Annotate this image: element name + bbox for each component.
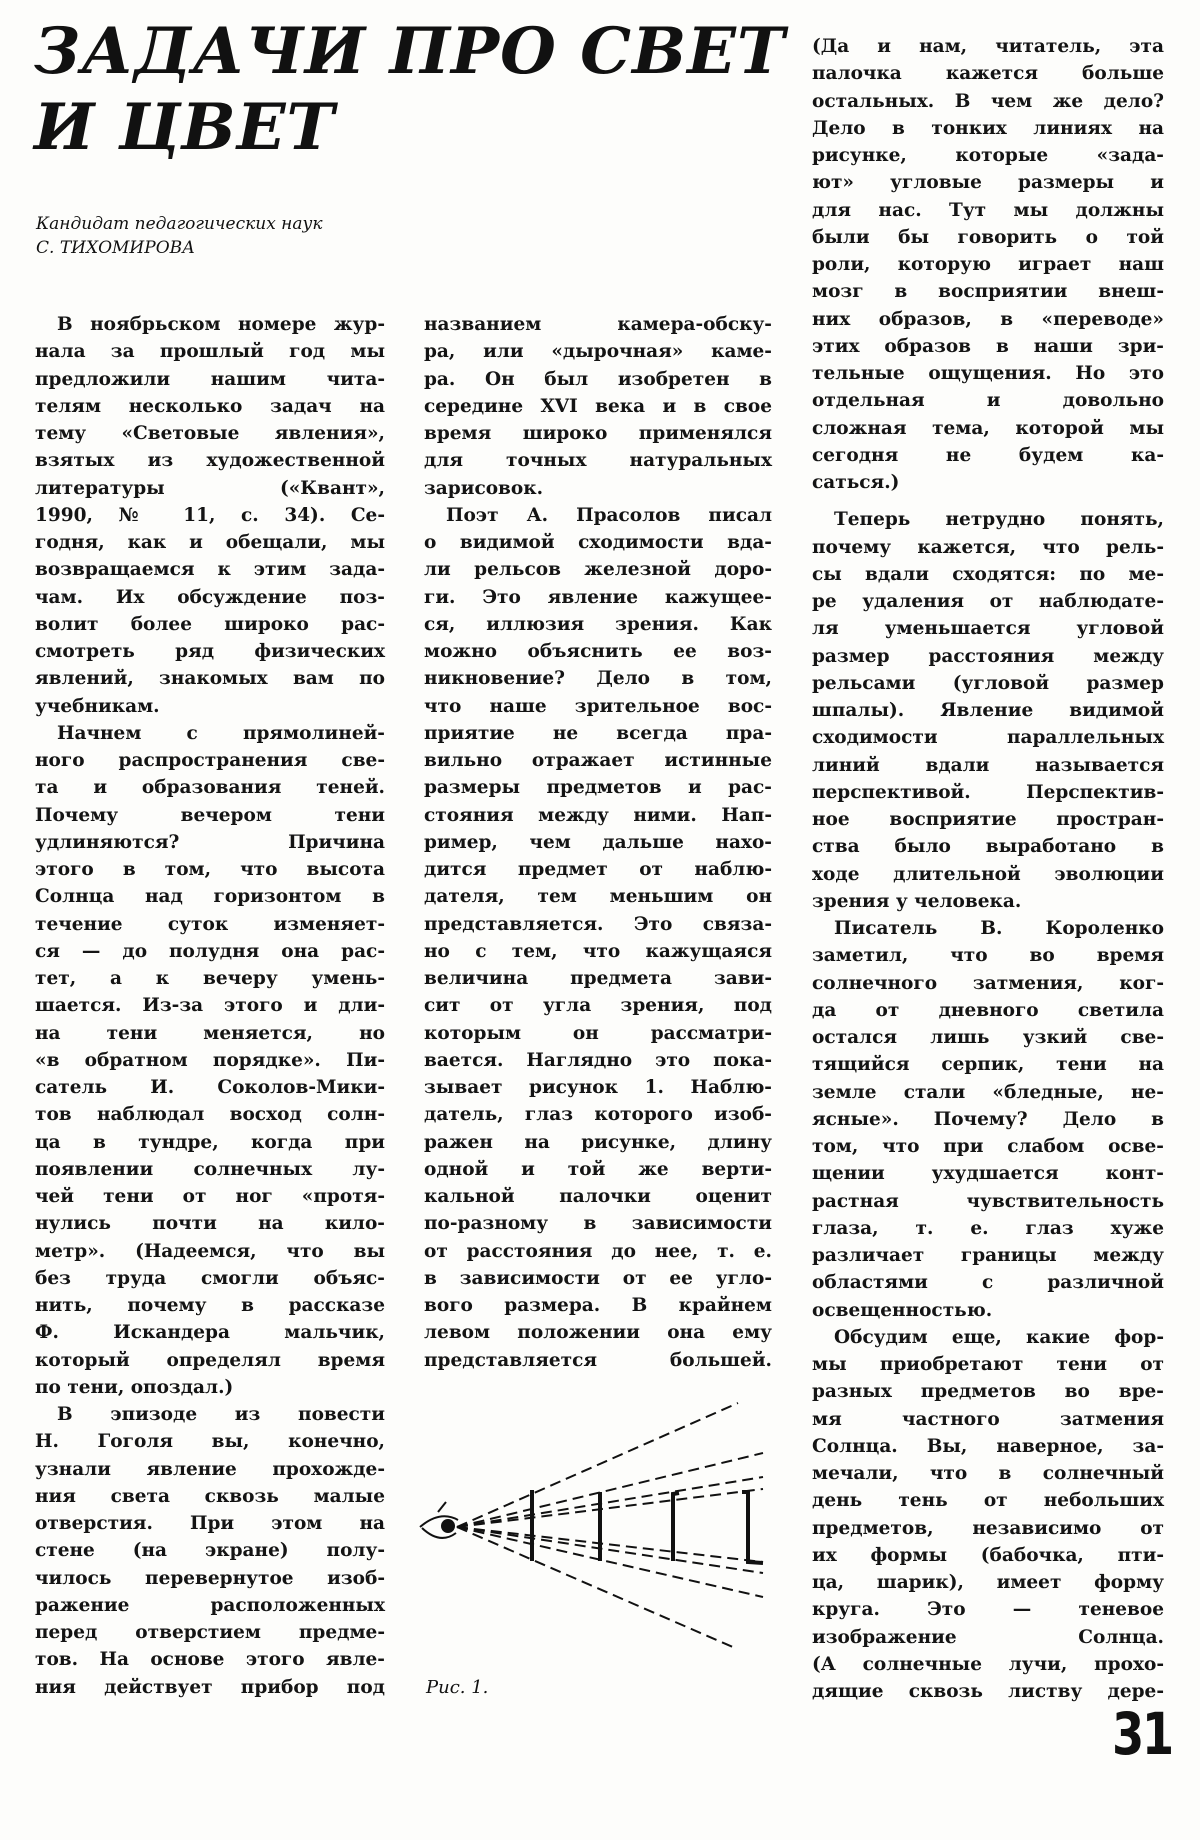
text-line: ния действует прибор под xyxy=(35,1676,385,1698)
text-line: сходимости параллельных xyxy=(812,727,1164,749)
text-line: разных предметов во вре- xyxy=(812,1381,1164,1403)
text-line: никновение? Дело в том, xyxy=(424,668,772,690)
text-line: но с тем, что кажущаяся xyxy=(424,940,772,962)
text-line: ное восприятие простран- xyxy=(812,809,1164,830)
sight-line xyxy=(457,1527,763,1573)
text-line: были бы говорить о той xyxy=(812,226,1164,248)
text-line: Обсудим еще, какие фор- xyxy=(834,1326,1164,1348)
text-line: зывает рисунок 1. Наблю- xyxy=(424,1077,772,1098)
text-line: возвращаемся к этим зада- xyxy=(35,559,385,581)
text-line: левом положении она ему xyxy=(424,1322,772,1344)
text-line: дится предмет от наблю- xyxy=(424,859,772,880)
text-line: тет, а к вечеру умень- xyxy=(35,968,385,989)
text-line: тему «Световые явления», xyxy=(35,423,385,444)
text-line: стене (на экране) полу- xyxy=(35,1540,385,1562)
text-line: ример, чем дальше нахо- xyxy=(424,831,772,853)
text-line: палочка кажется больше xyxy=(812,63,1164,85)
text-line: дателя, тем меньшим он xyxy=(424,886,772,908)
text-line: Ф. Искандера мальчик, xyxy=(35,1322,385,1344)
text-line: нить, почему в рассказе xyxy=(35,1295,385,1316)
text-line: по-разному в зависимости xyxy=(424,1213,772,1235)
text-line: Дело в тонких линиях на xyxy=(812,117,1164,139)
text-line: течение суток изменяет- xyxy=(35,913,385,935)
text-line: одной и той же верти- xyxy=(424,1158,772,1180)
text-line: взятых из художественной xyxy=(35,450,385,472)
text-line: саться.) xyxy=(812,472,900,493)
text-line: ясные». Почему? Дело в xyxy=(812,1108,1164,1130)
text-line: приятие не всегда пра- xyxy=(424,722,772,744)
text-line: В ноябрьском номере жур- xyxy=(57,314,385,335)
text-line: дящие сквозь листву дере- xyxy=(812,1681,1164,1702)
text-line: остался лишь узкий све- xyxy=(812,1027,1164,1048)
text-line: шается. Из-за этого и дли- xyxy=(35,995,385,1017)
text-line: явлений, знакомых вам по xyxy=(35,668,385,690)
title-line-2: И ЦВЕТ xyxy=(34,90,336,165)
text-line: для нас. Тут мы должны xyxy=(812,199,1164,221)
text-line: круга. Это — теневое xyxy=(812,1599,1164,1621)
text-line: ре удаления от наблюдате- xyxy=(812,591,1164,612)
text-line: узнали явление прохожде- xyxy=(35,1458,385,1480)
stick-3 xyxy=(673,1493,679,1561)
text-line: без труда смогли объяс- xyxy=(35,1267,385,1289)
author-credential: Кандидат педагогических наук xyxy=(36,214,323,234)
text-line: Почему вечером тени xyxy=(35,804,385,826)
sight-line xyxy=(457,1489,763,1527)
text-line: «в обратном порядке». Пи- xyxy=(35,1049,385,1071)
text-line: появлении солнечных лу- xyxy=(35,1158,385,1180)
text-line: Писатель В. Короленко xyxy=(834,918,1164,939)
text-line: чам. Их обсуждение поз- xyxy=(35,586,385,608)
text-line: сы вдали сходятся: по ме- xyxy=(812,563,1164,585)
text-line: (А солнечные лучи, прохо- xyxy=(812,1653,1164,1675)
text-line: нала за прошлый год мы xyxy=(35,341,385,363)
text-line: чей тени от ног «протя- xyxy=(35,1186,385,1207)
text-line: щении ухудшается конт- xyxy=(812,1163,1164,1185)
eye-icon xyxy=(420,1502,458,1538)
text-line: размер расстояния между xyxy=(812,645,1164,667)
text-line: о видимой сходимости вда- xyxy=(424,532,772,553)
text-line: телям несколько задач на xyxy=(35,395,385,417)
text-line: удлиняются? Причина xyxy=(35,831,385,853)
sight-line xyxy=(457,1527,735,1648)
text-line: сложная тема, которой мы xyxy=(812,417,1164,439)
text-line: вается. Наглядно это пока- xyxy=(424,1049,772,1071)
text-line: мы приобретают тени от xyxy=(812,1354,1164,1375)
text-line: сегодня не будем ка- xyxy=(812,444,1164,466)
text-line: заметил, что во время xyxy=(812,945,1164,967)
text-line: отдельная и довольно xyxy=(812,390,1164,412)
text-line: ля уменьшается угловой xyxy=(812,618,1164,640)
text-line: Солнца. Вы, наверное, за- xyxy=(812,1435,1164,1457)
text-line: ния света сквозь малые xyxy=(35,1485,385,1507)
text-line: ра. Он был изобретен в xyxy=(424,368,772,390)
text-line: по тени, опоздал.) xyxy=(35,1376,234,1398)
text-line: ца, шарик), имеет форму xyxy=(812,1572,1164,1593)
text-line: тящийся серпик, тени на xyxy=(812,1054,1164,1076)
text-line: середине XVI века и в свое xyxy=(424,395,772,417)
text-line: мечали, что в солнечный xyxy=(812,1463,1164,1484)
page-number: 31 xyxy=(1112,1700,1172,1768)
text-line: сатель И. Соколов-Мики- xyxy=(35,1077,385,1098)
text-line: ли рельсов железной доро- xyxy=(424,559,772,581)
text-line: в зависимости от ее угло- xyxy=(424,1267,772,1289)
text-line: вого размера. В крайнем xyxy=(424,1295,772,1316)
text-line: отверстия. При этом на xyxy=(35,1513,385,1534)
text-line: освещенностью. xyxy=(812,1299,993,1321)
text-line: смотреть ряд физических xyxy=(35,641,385,662)
text-line: датель, глаз которого изоб- xyxy=(424,1104,772,1126)
text-line: В эпизоде из повести xyxy=(57,1404,385,1425)
sight-line xyxy=(457,1527,763,1597)
text-line: земле стали «бледные, не- xyxy=(812,1081,1164,1103)
text-line: зарисовок. xyxy=(424,477,544,499)
text-line: тов. На основе этого явле- xyxy=(35,1649,385,1671)
text-line: сит от угла зрения, под xyxy=(424,995,772,1017)
text-line: Теперь нетрудно понять, xyxy=(834,509,1164,531)
text-line: представляется большей. xyxy=(424,1349,772,1371)
text-line: этих образов в наши зри- xyxy=(812,335,1164,357)
text-line: которым он рассматри- xyxy=(424,1022,772,1044)
text-line: годня, как и обещали, мы xyxy=(35,532,385,553)
text-line: размеры предметов и рас- xyxy=(424,777,772,799)
text-line: чилось перевернутое изоб- xyxy=(35,1567,385,1589)
text-line: Солнца над горизонтом в xyxy=(35,886,385,908)
text-line: 1990, № 11, с. 34). Се- xyxy=(35,504,385,526)
text-line: изображение Солнца. xyxy=(812,1626,1164,1648)
text-line: ражен на рисунке, длину xyxy=(424,1131,772,1153)
text-line: (Да и нам, читатель, эта xyxy=(812,36,1164,57)
text-line: ги. Это явление кажущее- xyxy=(424,586,772,608)
text-line: их формы (бабочка, пти- xyxy=(812,1544,1164,1566)
text-line: ходе длительной эволюции xyxy=(812,863,1164,885)
text-line: что наше зрительное вос- xyxy=(424,695,772,717)
text-line: волит более широко рас- xyxy=(35,613,385,635)
text-line: солнечного затмения, ког- xyxy=(812,972,1164,994)
text-line: стояния между ними. Нап- xyxy=(424,804,772,826)
text-line: перед отверстием предме- xyxy=(35,1622,385,1643)
text-line: том, что при слабом осве- xyxy=(812,1136,1164,1157)
text-line: ют» угловые размеры и xyxy=(812,172,1164,194)
text-line: тельные ощущения. Но это xyxy=(812,363,1164,384)
text-line: ражение расположенных xyxy=(35,1594,385,1616)
text-line: рельсами (угловой размер xyxy=(812,672,1164,694)
text-line: да от дневного светила xyxy=(812,999,1164,1021)
text-line: ра, или «дырочная» каме- xyxy=(424,341,772,363)
text-line: глаза, т. е. глаз хуже xyxy=(812,1217,1164,1239)
sight-line xyxy=(457,1403,738,1527)
text-line: кальной палочки оценит xyxy=(424,1186,772,1207)
text-line: предложили нашим чита- xyxy=(35,368,385,390)
text-line: зрения у человека. xyxy=(812,890,1022,912)
text-line: мя частного затмения xyxy=(812,1408,1164,1430)
text-line: представляется. Это связа- xyxy=(424,913,772,935)
text-line: них образов, в «переводе» xyxy=(812,308,1164,330)
sight-line xyxy=(457,1453,763,1527)
text-line: ся, иллюзия зрения. Как xyxy=(424,613,772,635)
text-line: на тени меняется, но xyxy=(35,1022,385,1044)
text-line: перспективой. Перспектив- xyxy=(812,781,1164,803)
text-line: рисунке, которые «зада- xyxy=(812,145,1164,166)
text-line: названием камера-обску- xyxy=(424,314,772,335)
text-line: предметов, независимо от xyxy=(812,1517,1164,1539)
text-line: можно объяснить ее воз- xyxy=(424,641,772,662)
text-line: этого в том, что высота xyxy=(35,859,385,880)
text-line: остальных. В чем же дело? xyxy=(812,90,1164,112)
text-line: растная чувствительность xyxy=(812,1190,1164,1212)
text-line: ца в тундре, когда при xyxy=(35,1131,385,1153)
text-line: Поэт А. Прасолов писал xyxy=(446,504,772,526)
text-line: областями с различной xyxy=(812,1272,1164,1294)
text-line: ся — до полудня она рас- xyxy=(35,940,385,962)
text-line: ства было выработано в xyxy=(812,836,1164,858)
text-line: время широко применялся xyxy=(424,423,772,444)
figure-caption: Рис. 1. xyxy=(426,1677,489,1698)
stick-4 xyxy=(742,1492,763,1563)
title-line-1: ЗАДАЧИ ПРО СВЕТ xyxy=(34,14,786,89)
text-line: день тень от небольших xyxy=(812,1490,1164,1512)
text-line: линий вдали называется xyxy=(812,754,1164,776)
text-line: роли, которую играет наш xyxy=(812,254,1164,275)
text-line: величина предмета зави- xyxy=(424,968,772,989)
text-line: шпалы). Явление видимой xyxy=(812,700,1164,721)
sight-line xyxy=(457,1527,763,1562)
author-name: С. ТИХОМИРОВА xyxy=(36,238,195,258)
text-line: литературы («Квант», xyxy=(35,477,385,499)
text-line: Начнем с прямолиней- xyxy=(57,722,385,744)
text-line: тов наблюдал восход солн- xyxy=(35,1104,385,1126)
text-line: метр». (Надеемся, что вы xyxy=(35,1240,385,1262)
sight-line xyxy=(457,1477,763,1527)
text-line: различает границы между xyxy=(812,1245,1164,1266)
text-line: ного распространения све- xyxy=(35,750,385,771)
text-line: для точных натуральных xyxy=(424,450,772,472)
text-line: нулись почти на кило- xyxy=(35,1213,385,1235)
text-line: Н. Гоголя вы, конечно, xyxy=(35,1431,385,1453)
sight-lines xyxy=(457,1403,763,1648)
text-line: вильно отражает истинные xyxy=(424,750,772,771)
text-line: мозг в восприятии внеш- xyxy=(812,281,1164,303)
text-line: который определял время xyxy=(35,1349,385,1371)
text-line: учебникам. xyxy=(35,695,160,717)
text-line: почему кажется, что рель- xyxy=(812,536,1164,558)
text-line: та и образования теней. xyxy=(35,777,385,799)
text-line: от расстояния до нее, т. е. xyxy=(424,1240,772,1262)
